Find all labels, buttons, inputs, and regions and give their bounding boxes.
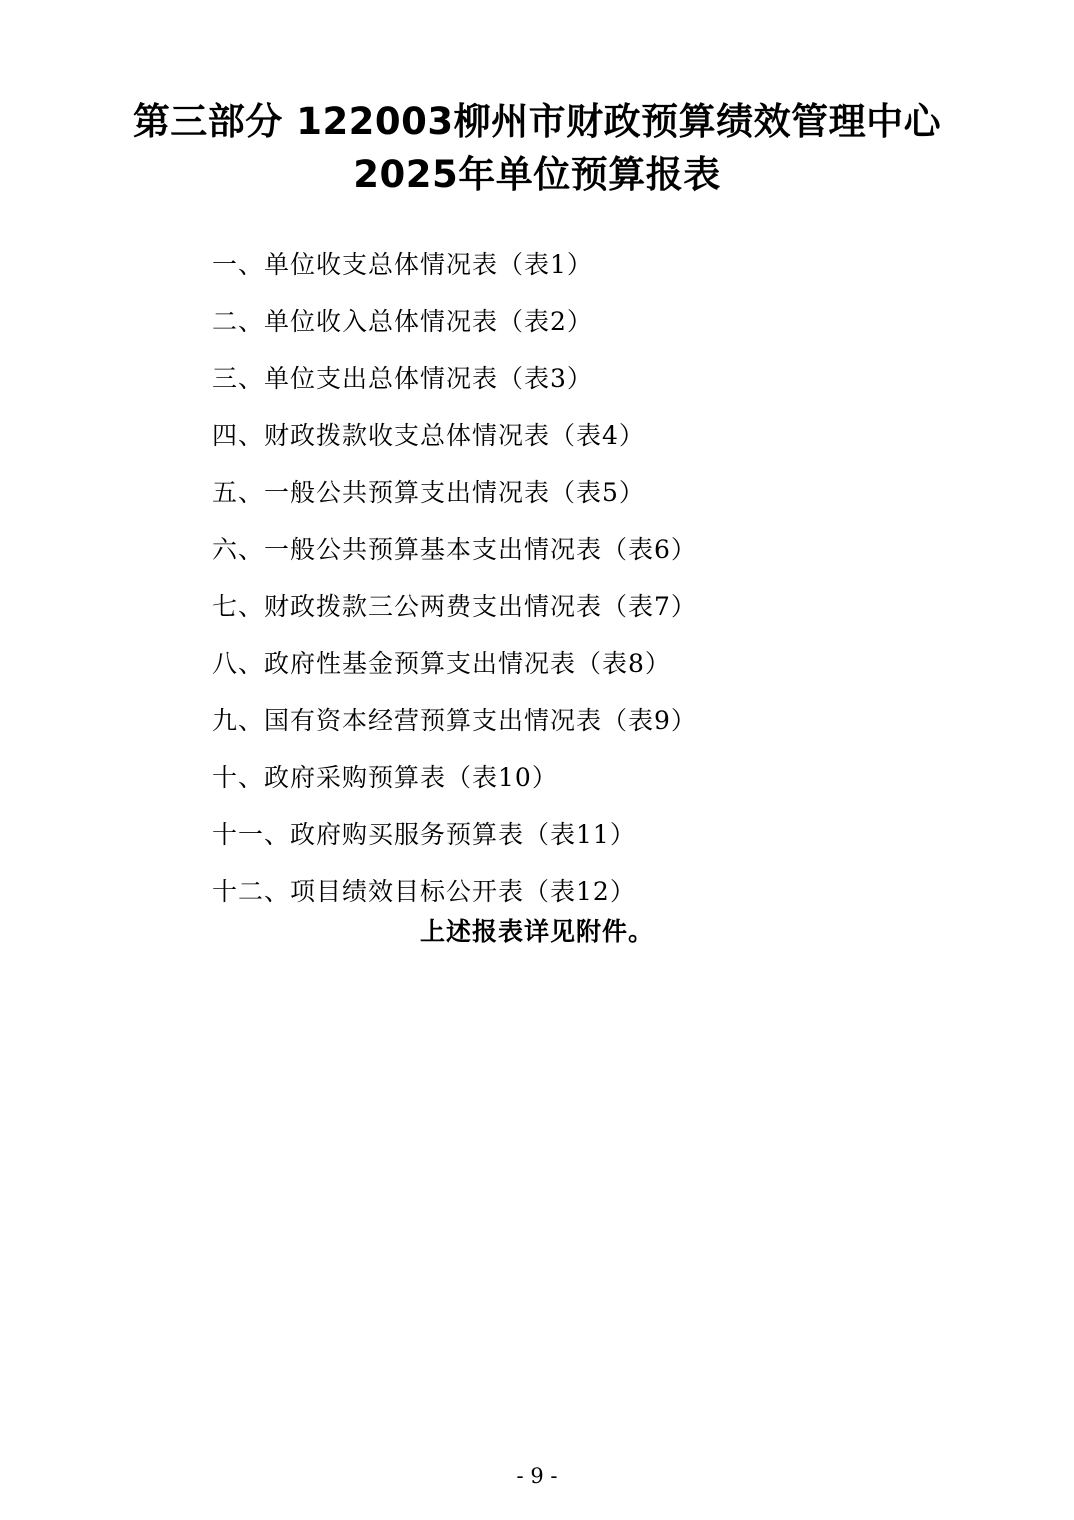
list-item: 三、单位支出总体情况表（表3） xyxy=(212,364,593,393)
list-item: 十一、政府购买服务预算表（表11） xyxy=(212,820,636,849)
attachment-note: 上述报表详见附件。 xyxy=(419,917,654,946)
page-number: - 9 - xyxy=(516,1464,558,1488)
list-item: 五、一般公共预算支出情况表（表5） xyxy=(212,478,645,507)
list-item: 九、国有资本经营预算支出情况表（表9） xyxy=(212,706,697,735)
list-item: 八、政府性基金预算支出情况表（表8） xyxy=(212,649,671,678)
list-item: 十二、项目绩效目标公开表（表12） xyxy=(212,877,636,906)
list-item: 十、政府采购预算表（表10） xyxy=(212,763,558,792)
page-title: 第三部分 122003柳州市财政预算绩效管理中心2025年单位预算报表 xyxy=(132,100,942,196)
table-of-contents xyxy=(0,236,1074,920)
list-item: 二、单位收入总体情况表（表2） xyxy=(212,307,593,336)
list-item: 一、单位收支总体情况表（表1） xyxy=(212,250,593,279)
list-item: 四、财政拨款收支总体情况表（表4） xyxy=(212,421,645,450)
list-item: 六、一般公共预算基本支出情况表（表6） xyxy=(212,535,697,564)
list-item: 七、财政拨款三公两费支出情况表（表7） xyxy=(212,592,697,621)
